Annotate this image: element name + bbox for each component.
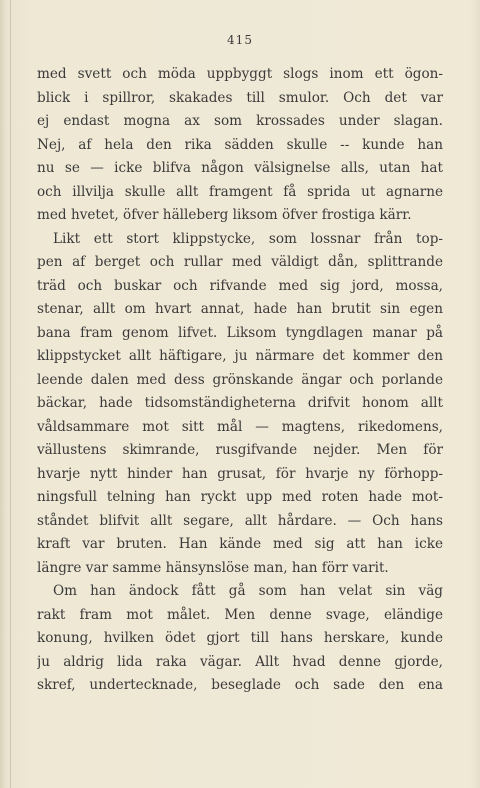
text-line: hvarje nytt hinder han grusat, för hvarje ny förhopp- bbox=[37, 465, 443, 482]
text-line: kraft var bruten. Han kände med sig att han icke bbox=[37, 536, 443, 552]
page-number: 415 bbox=[227, 33, 253, 47]
text-line: vällustens skimrande, rusgifvande nejder. Men för bbox=[37, 442, 443, 458]
text-line: blick i spillror, skakades till smulor. Och det var bbox=[37, 89, 443, 106]
text-line: Nej, af hela den rika sädden skulle -- kunde han bbox=[37, 136, 443, 153]
text-line: våldsammare mot sitt mål — magtens, rikedomens, bbox=[37, 418, 443, 435]
text-line: stenar, allt om hvart annat, hade han brutit sin egen bbox=[37, 301, 443, 317]
text-line: ju aldrig lida raka vägar. Allt hvad denne gjorde, bbox=[37, 653, 443, 670]
text-line: skref, undertecknade, beseglade och sade den ena bbox=[37, 677, 443, 693]
text-line: med svett och möda uppbyggt slogs inom ett ögon- bbox=[37, 66, 443, 82]
text-line: träd och buskar och rifvande med sig jord, mossa, bbox=[37, 277, 443, 294]
text-line: konung, hvilken ödet gjort till hans herskare, kunde bbox=[37, 630, 443, 646]
text-line: Likt ett stort klippstycke, som lossnar från top- bbox=[53, 230, 443, 247]
text-line: klippstycket allt häftigare, ju närmare det kommer den bbox=[37, 348, 443, 364]
text-line: längre var samme hänsynslöse man, han förr varit. bbox=[37, 559, 389, 576]
text-line: bäckar, hade tidsomständigheterna drifvit honom allt bbox=[37, 395, 443, 411]
text-line: leende dalen med dess grönskande ängar och porlande bbox=[37, 371, 443, 388]
text-line: nu se — icke blifva någon välsignelse alls, utan hat bbox=[37, 160, 443, 176]
text-line: rakt fram mot målet. Men denne svage, eländige bbox=[37, 606, 443, 623]
text-line: ståndet blifvit allt segare, allt hårdare. — Och hans bbox=[37, 512, 443, 529]
text-line: Om han ändock fått gå som han velat sin väg bbox=[53, 583, 443, 599]
text-line: bana fram genom lifvet. Liksom tyngdlagen manar på bbox=[37, 324, 443, 341]
text-line: och illvilja skulle allt framgent få sprida ut agnarne bbox=[37, 183, 443, 200]
text-line: ningsfull telning han ryckt upp med roten hade mot- bbox=[37, 489, 443, 505]
page-gutter bbox=[10, 0, 11, 788]
text-line: ej endast mogna ax som krossades under slagan. bbox=[37, 113, 443, 129]
text-line: pen af berget och rullar med väldigt dån, splittrande bbox=[37, 254, 443, 270]
text-line: med hvetet, öfver hälleberg liksom öfver frostiga kärr. bbox=[37, 207, 412, 223]
body-text bbox=[37, 63, 443, 698]
